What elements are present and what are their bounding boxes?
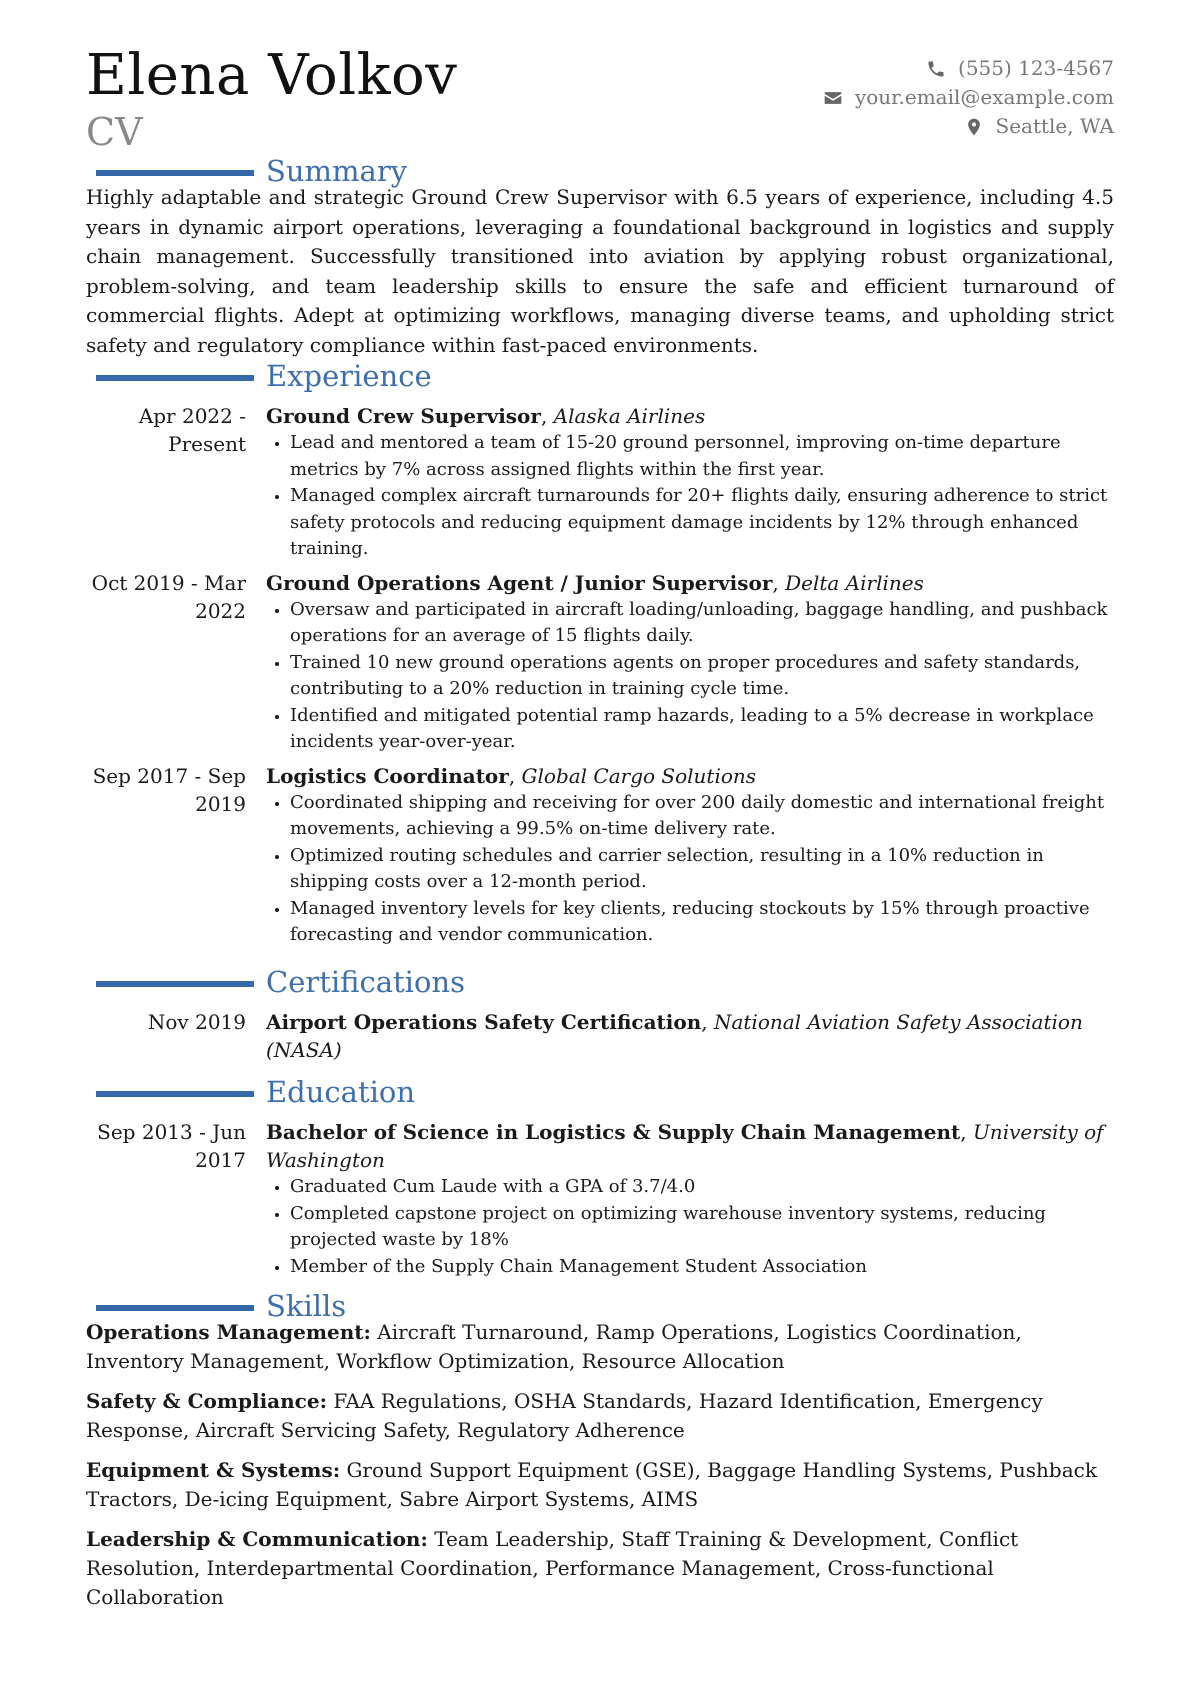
skill-group (86, 1318, 1114, 1376)
experience-entry (86, 569, 1114, 756)
list-item: • Coordinated shipping and receiving for over 200 daily domestic and international freight movements, achieving a 99.5% on-time delivery rate. (290, 790, 1114, 843)
entry-title: Airport Operations Safety Certification, National Aviation Safety Association (NASA) (266, 1010, 1083, 1062)
section-heading (86, 1289, 1114, 1326)
skills-section (86, 1289, 1114, 1623)
section-accent-bar (96, 170, 254, 176)
job-role: Logistics Coordinator (266, 763, 509, 788)
job-role: Ground Crew Supervisor (266, 404, 541, 428)
phone-icon (926, 59, 946, 79)
issuing-organization: National Aviation Safety Association (NASA) (266, 1010, 1083, 1062)
summary-section (86, 154, 1114, 360)
job-role: Ground Operations Agent / Junior Supervisor (266, 570, 773, 595)
bullet-list (266, 430, 1114, 563)
skill-group (86, 1525, 1114, 1612)
employer: Global Cargo Solutions (521, 763, 757, 788)
skill-group-items: Aircraft Turnaround, Ramp Operations, Logistics Coordination, Inventory Management, Workflow Optimization, Resource Allocation (86, 1320, 1022, 1373)
bullet-list (266, 1174, 1114, 1280)
skill-group-label: Equipment & Systems: (86, 1458, 341, 1482)
entry-date: Sep 2017 - Sep 2019 (92, 763, 246, 816)
section-accent-bar (96, 1305, 254, 1311)
skill-group (86, 1456, 1114, 1514)
list-item: • Member of the Supply Chain Management Student Association (290, 1254, 1114, 1281)
employer: Delta Airlines (785, 570, 924, 595)
list-item: • Managed inventory levels for key clients, reducing stockouts by 15% through proactive forecasting and vendor communication. (290, 896, 1114, 949)
location-text: Seattle, WA (995, 114, 1114, 138)
institution: University of Washington (266, 1120, 1104, 1172)
section-accent-bar (96, 1091, 254, 1097)
education-section (86, 1075, 1114, 1280)
bullet-list (266, 597, 1114, 756)
list-item: • Lead and mentored a team of 15-20 ground personnel, improving on-time departure metrics by 7% across assigned flights within the first year. (290, 430, 1114, 483)
list-item: • Completed capstone project on optimizing warehouse inventory systems, reducing projected waste by 18% (290, 1201, 1114, 1254)
document-subtitle: CV (86, 110, 143, 154)
map-pin-icon (964, 117, 984, 137)
list-item: • Oversaw and participated in aircraft loading/unloading, baggage handling, and pushback operations for an average of 15 flights daily. (290, 597, 1114, 650)
section-title: Skills (266, 1289, 347, 1323)
entry-date: Oct 2019 - Mar 2022 (91, 570, 246, 623)
candidate-name: Elena Volkov (86, 43, 458, 108)
section-heading (86, 359, 1114, 396)
skill-group-label: Leadership & Communication: (86, 1527, 428, 1551)
experience-section (86, 359, 1114, 949)
skill-group (86, 1387, 1114, 1445)
experience-entry (86, 402, 1114, 563)
certification-entry (86, 1008, 1114, 1064)
entry-date: Apr 2022 - Present (138, 404, 246, 456)
certifications-section (86, 965, 1114, 1064)
contact-email (823, 83, 1114, 112)
section-heading (86, 965, 1114, 1002)
cv-header (86, 44, 1114, 154)
section-heading (86, 154, 1114, 191)
list-item: • Trained 10 new ground operations agents on proper procedures and safety standards, contributing to a 20% reduction in training cycle time. (290, 650, 1114, 703)
certification-name: Airport Operations Safety Certification (266, 1010, 702, 1034)
entry-title: Ground Crew Supervisor, Alaska Airlines (266, 404, 706, 428)
degree: Bachelor of Science in Logistics & Supply Chain Management (266, 1120, 961, 1144)
entry-date: Sep 2013 - Jun 2017 (97, 1120, 246, 1172)
skill-group-items: Team Leadership, Staff Training & Development, Conflict Resolution, Interdepartmental Coordination, Performance Management, Cross-functional Collaboration (86, 1527, 1019, 1609)
phone-number[interactable]: (555) 123-4567 (958, 56, 1114, 80)
email-address[interactable]: your.email@example.com (854, 85, 1114, 109)
entry-date: Nov 2019 (147, 1010, 246, 1034)
contact-phone (823, 54, 1114, 83)
entry-title: Bachelor of Science in Logistics & Supply Chain Management, University of Washington (266, 1120, 1104, 1172)
envelope-icon (823, 88, 843, 108)
skill-group-items: Ground Support Equipment (GSE), Baggage Handling Systems, Pushback Tractors, De-icing Equipment, Sabre Airport Systems, AIMS (86, 1458, 1097, 1511)
section-title: Experience (266, 359, 432, 393)
summary-text: Highly adaptable and strategic Ground Crew Supervisor with 6.5 years of experience, including 4.5 years in dynamic airport operations, leveraging a foundational background in logistics and supply chain management. Successfully transitioned into aviation by applying robust organizational, problem-solving, and team leadership skills to ensure the safe and efficient turnaround of commercial flights. Adept at optimizing workflows, managing diverse teams, and upholding strict safety and regulatory compliance within fast-paced environments. (86, 185, 1114, 357)
entry-title: Ground Operations Agent / Junior Supervisor, Delta Airlines (266, 570, 924, 595)
contact-info (823, 54, 1114, 141)
list-item: • Graduated Cum Laude with a GPA of 3.7/4.0 (290, 1174, 1114, 1201)
section-accent-bar (96, 981, 254, 987)
section-title: Summary (266, 154, 408, 188)
bullet-list (266, 790, 1114, 949)
skill-group-label: Operations Management: (86, 1320, 371, 1344)
section-title: Certifications (266, 965, 465, 999)
list-item: • Managed complex aircraft turnarounds for 20+ flights daily, ensuring adherence to strict safety protocols and reducing equipment damage incidents by 12% through enhanced training. (290, 483, 1114, 563)
section-title: Education (266, 1075, 416, 1109)
experience-entry (86, 762, 1114, 949)
list-item: • Optimized routing schedules and carrier selection, resulting in a 10% reduction in shipping costs over a 12-month period. (290, 843, 1114, 896)
list-item: • Identified and mitigated potential ramp hazards, leading to a 5% decrease in workplace incidents year-over-year. (290, 703, 1114, 756)
section-heading (86, 1075, 1114, 1112)
entry-title: Logistics Coordinator, Global Cargo Solutions (266, 763, 757, 788)
employer: Alaska Airlines (553, 404, 706, 428)
education-entry (86, 1118, 1114, 1280)
skill-group-label: Safety & Compliance: (86, 1389, 327, 1413)
section-accent-bar (96, 375, 254, 381)
skill-group-items: FAA Regulations, OSHA Standards, Hazard Identification, Emergency Response, Aircraft Servicing Safety, Regulatory Adherence (86, 1389, 1043, 1442)
contact-location (823, 112, 1114, 141)
